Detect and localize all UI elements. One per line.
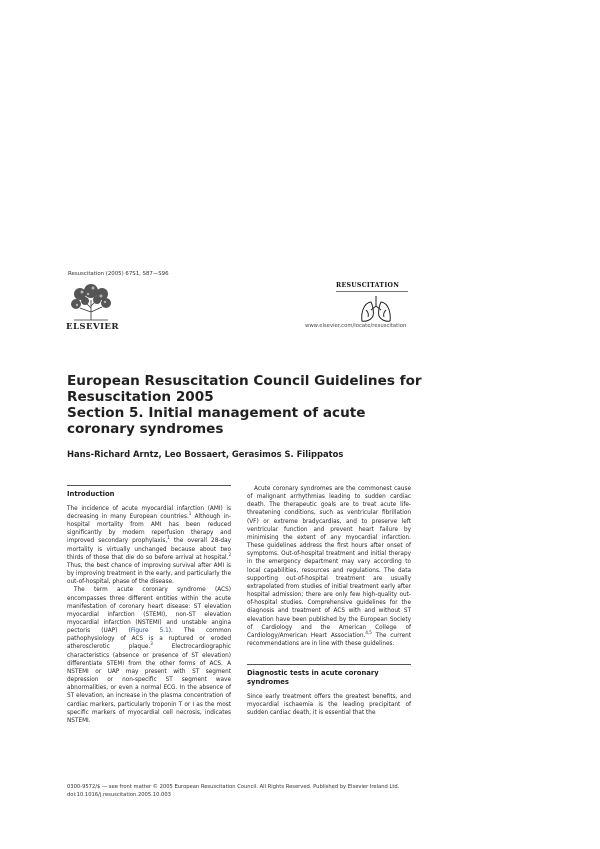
paragraph: The term acute coronary syndrome (ACS) encompasses three different entities within the acute manifestation of coronary heart disease: ST elevation myocardial infarction (STEMI), non-ST elevation myocardial infarction (NSTEMI) and unstable angina pectoris (UAP) (Figure 5.1). The common pathophysiology of ACS is a ruptured or eroded atherosclerotic plaque.$^3$ Electrocardiographic characteristics (absence or presence of ST elevation) differentiate STEMI from the other forms of ACS. A NSTEMI or UAP may present with ST segment depression or non-specific ST segment wave abnormalities, or even a normal ECG. In the absence of ST elevation, an increase in the plasma concentration of cardiac markers, particularly troponin T or I as the most specific markers of myocardial cell necrosis, indicates NSTEMI. xyxy=(67,587,231,724)
right-column xyxy=(247,485,411,717)
title-line: Resuscitation 2005 xyxy=(67,389,214,405)
figure-reference-link[interactable]: Figure 5.1 xyxy=(130,628,169,635)
section-heading-diagnostic-tests: Diagnostic tests in acute coronary syndromes xyxy=(247,668,379,686)
section-rule xyxy=(67,485,231,486)
citation-ref[interactable]: 1 xyxy=(167,535,170,541)
article-title xyxy=(67,373,487,437)
citation-ref[interactable]: 4,5 xyxy=(365,629,372,635)
author-list: Hans-Richard Arntz, Leo Bossaert, Gerasimos S. Filippatos xyxy=(67,449,344,459)
journal-url-link[interactable]: www.elsevier.com/locate/resuscitation xyxy=(305,323,407,329)
journal-name: RESUSCITATION xyxy=(336,282,400,289)
section-rule xyxy=(247,664,411,665)
journal-citation: Resuscitation (2005) 67S1, S87—S96 xyxy=(68,271,169,277)
title-line: Section 5. Initial management of acute xyxy=(67,405,366,421)
left-column xyxy=(67,485,231,725)
doi-line[interactable]: doi:10.1016/j.resuscitation.2005.10.003 xyxy=(67,791,171,798)
paragraph: Acute coronary syndromes are the commonest cause of malignant arrhythmias leading to sudden cardiac death. The therapeutic goals are to treat acute life-threatening conditions, such as ventricular fibrillation (VF) or extreme bradycardias, and to preserve left ventricular function and prevent heart failure by minimising the extent of any myocardial infarction. These guidelines address the first hours after onset of symptoms. Out-of-hospital treatment and initial therapy in the emergency department may vary according to local capabilities, resources and regulations. The data supporting out-of-hospital treatment are usually extrapolated from studies of initial treatment early after hospital admission; there are only few high-quality out-of-hospital studies. Comprehensive guidelines for the diagnosis and treatment of ACS with and without ST elevation have been published by the European Society of Cardiology and the American College of Cardiology/American Heart Association.$^{4,5}$ The current recommendations are in line with these guidelines. xyxy=(247,486,412,647)
copyright-line: 0300-9572/$ — see front matter © 2005 European Resuscitation Council. All Rights Reserved. Published by Elsevier Ireland Ltd. xyxy=(67,784,400,790)
paragraph: Since early treatment offers the greatest benefits, and myocardial ischaemia is the leading precipitant of sudden cardiac death, it is essential that the xyxy=(247,693,411,717)
page-footer xyxy=(67,784,399,799)
citation-ref[interactable]: 3 xyxy=(150,641,153,647)
section-heading-introduction: Introduction xyxy=(67,489,115,498)
publisher-logo-text: ELSEVIER xyxy=(66,322,119,332)
title-line: coronary syndromes xyxy=(67,421,224,437)
journal-divider xyxy=(336,291,408,292)
title-line: European Resuscitation Council Guidelines for xyxy=(67,373,422,389)
citation-ref[interactable]: 2 xyxy=(228,551,231,557)
lungs-logo-icon xyxy=(358,294,394,324)
paragraph: The incidence of acute myocardial infarction (AMI) is decreasing in many European countries.$^1$ Although in-hospital mortality from AMI has been reduced significantly by modern reperfusion therapy and improved secondary prophylaxis,$^1$ the overall 28-day mortality is virtually unchanged because about two thirds of those that die do so before arrival at hospital.$^2$ Thus, the best chance of improving survival after AMI is by improving treatment in the early, and particularly the out-of-hospital, phase of the disease. xyxy=(67,505,231,586)
citation-ref[interactable]: 1 xyxy=(188,510,192,516)
